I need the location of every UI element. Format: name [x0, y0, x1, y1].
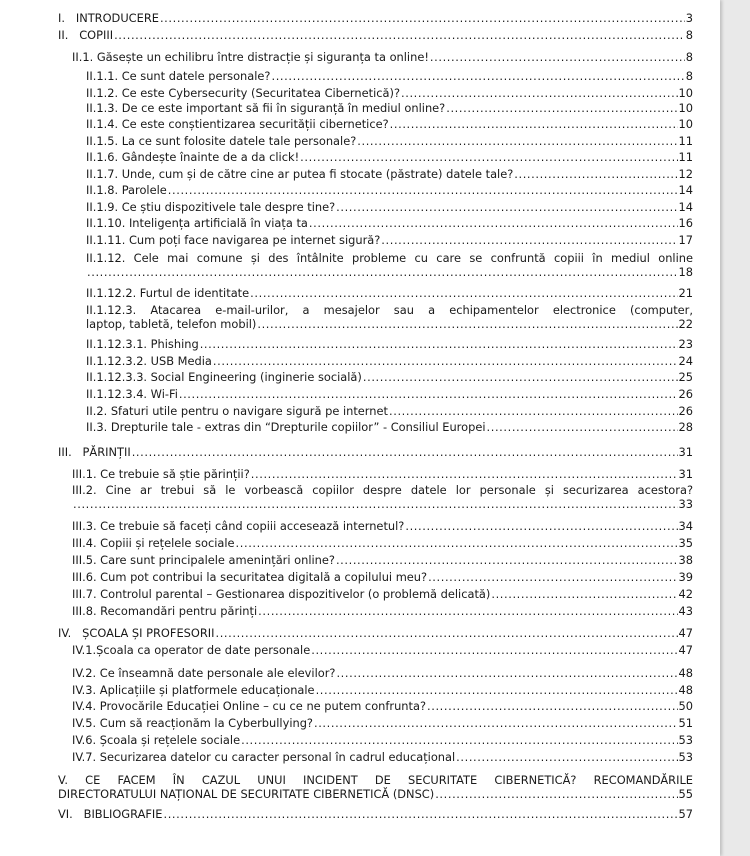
toc-entry-page-number: 18 — [678, 265, 693, 279]
dot-leader — [215, 626, 677, 640]
dot-leader — [309, 216, 678, 230]
toc-entry[interactable] — [86, 303, 693, 331]
toc-entry[interactable] — [58, 445, 693, 459]
toc-entry-page-number: 23 — [678, 337, 693, 351]
toc-entry-page-number: 11 — [678, 150, 693, 164]
dot-leader — [491, 587, 677, 601]
toc-entry-title: IV.1.Școala ca operator de date personale — [72, 643, 311, 657]
toc-entry-page-number: 24 — [678, 354, 693, 368]
dot-leader — [179, 387, 678, 401]
toc-entry-page-number: 50 — [678, 699, 693, 713]
toc-entry[interactable] — [86, 216, 693, 230]
toc-entry-page-number: 26 — [678, 404, 693, 418]
toc-entry-line — [86, 387, 693, 401]
toc-entry-page-number: 28 — [678, 420, 693, 434]
toc-entry-page-number: 14 — [678, 183, 693, 197]
toc-entry-title: III.4. Copiii și rețelele sociale — [72, 536, 235, 550]
toc-entry-page-number: 57 — [678, 807, 693, 821]
toc-entry[interactable] — [58, 28, 693, 42]
toc-entry[interactable] — [72, 643, 693, 657]
dot-leader — [132, 445, 678, 459]
toc-entry-line — [58, 445, 693, 459]
dot-leader — [456, 750, 677, 764]
toc-entry-title: II.1.8. Parolele — [86, 183, 167, 197]
toc-entry-line — [86, 286, 693, 300]
toc-entry-title: II.1.6. Gândește înainte de a da click! — [86, 150, 300, 164]
toc-entry-page-number: 47 — [678, 626, 693, 640]
toc-entry[interactable] — [72, 733, 693, 747]
toc-entry[interactable] — [86, 404, 693, 418]
dot-leader — [405, 519, 677, 533]
dot-leader — [430, 50, 685, 64]
toc-entry-title: II.1.3. De ce este important să fii în siguranță în mediul online? — [86, 101, 446, 115]
dot-leader — [357, 134, 677, 148]
toc-entry-line — [86, 317, 693, 331]
toc-entry-page-number: 10 — [678, 117, 693, 131]
toc-entry-line — [58, 626, 693, 640]
toc-entry-title: IV.7. Securizarea datelor cu caracter personal în cadrul educațional — [72, 750, 456, 764]
dot-leader — [241, 733, 677, 747]
toc-entry-page-number: 48 — [678, 666, 693, 680]
toc-entry-title: II.1.2. Ce este Cybersecurity (Securitatea Cibernetică)? — [86, 86, 400, 100]
toc-entry-line — [86, 117, 693, 131]
toc-entry[interactable] — [72, 483, 693, 511]
dot-leader — [487, 420, 678, 434]
toc-entry-title: III.7. Controlul parental – Gestionarea dispozitivelor (o problemă delicată) — [72, 587, 491, 601]
toc-entry-title-continuation: laptop, tabletă, telefon mobil) — [86, 317, 257, 331]
toc-entry-line — [72, 467, 693, 481]
toc-entry[interactable] — [58, 807, 693, 821]
toc-entry-title: III.8. Recomandări pentru părinți — [72, 604, 258, 618]
toc-entry-line — [86, 150, 693, 164]
dot-leader — [389, 404, 678, 418]
toc-entry-title: II.1.4. Ce este conștientizarea securității cibernetice? — [86, 117, 389, 131]
toc-entry-page-number: 26 — [678, 387, 693, 401]
toc-entry-title: IV. ȘCOALA ȘI PROFESORII — [58, 626, 215, 640]
toc-entry-page-number: 17 — [678, 233, 693, 247]
toc-entry-line — [72, 553, 693, 567]
toc-entry-title: IV.3. Aplicațiile și platformele educaționale — [72, 683, 315, 697]
toc-entry-line — [72, 570, 693, 584]
dot-leader — [258, 604, 677, 618]
dot-leader — [251, 467, 678, 481]
toc-entry-line — [72, 666, 693, 680]
toc-entry-line — [86, 354, 693, 368]
toc-entry-page-number: 39 — [678, 570, 693, 584]
toc-entry-title: II.1.12.3. Atacarea e-mail-urilor, a mesajelor sau a echipamentelor electronice (computer, — [86, 303, 693, 317]
toc-entry-page-number: 22 — [678, 317, 693, 331]
toc-entry-line — [72, 643, 693, 657]
toc-entry-page-number: 53 — [678, 733, 693, 747]
toc-entry[interactable] — [72, 50, 693, 64]
dot-leader — [200, 337, 678, 351]
toc-entry-page-number: 33 — [678, 497, 693, 511]
toc-entry-title: II.1.12. Cele mai comune și des întâlnite probleme cu care se confruntă copiii în mediul online — [86, 251, 693, 265]
toc-entry[interactable] — [86, 337, 693, 351]
toc-entry-line — [72, 497, 693, 511]
toc-entry-page-number: 34 — [678, 519, 693, 533]
toc-entry-title: II.3. Drepturile tale - extras din “Drepturile copiilor” - Consiliul Europei — [86, 420, 486, 434]
toc-entry-title: II.1.12.2. Furtul de identitate — [86, 286, 250, 300]
toc-entry-title: II.1.12.3.2. USB Media — [86, 354, 212, 368]
toc-entry-line — [58, 807, 693, 821]
toc-entry-page-number: 48 — [678, 683, 693, 697]
toc-entry-title: IV.6. Școala și rețelele sociale — [72, 733, 241, 747]
dot-leader — [428, 570, 677, 584]
dot-leader — [390, 117, 678, 131]
dot-leader — [87, 265, 678, 279]
toc-entry[interactable] — [86, 150, 693, 164]
toc-entry[interactable] — [72, 683, 693, 697]
toc-entry-page-number: 53 — [678, 750, 693, 764]
toc-entry-page-number: 38 — [678, 553, 693, 567]
toc-entry-title: IV.2. Ce înseamnă date personale ale elevilor? — [72, 666, 336, 680]
dot-leader — [250, 286, 677, 300]
dot-leader — [160, 11, 685, 25]
toc-entry-line — [72, 750, 693, 764]
toc-entry-title: III.2. Cine ar trebui să le vorbească copiilor despre datele lor personale și securizarea acestora? — [72, 483, 693, 497]
toc-entry-page-number: 8 — [685, 28, 693, 42]
toc-entry[interactable] — [86, 183, 693, 197]
toc-entry-title: VI. BIBLIOGRAFIE — [58, 807, 163, 821]
toc-entry[interactable] — [86, 354, 693, 368]
dot-leader — [427, 699, 677, 713]
toc-entry[interactable] — [72, 570, 693, 584]
toc-entry-title: II.1.12.3.1. Phishing — [86, 337, 199, 351]
dot-leader — [514, 167, 677, 181]
toc-entry-line — [72, 536, 693, 550]
toc-entry[interactable] — [58, 626, 693, 640]
toc-entry-title: II.2. Sfaturi utile pentru o navigare sigură pe internet — [86, 404, 388, 418]
toc-entry-title: II.1.10. Inteligența artificială în viața ta — [86, 216, 308, 230]
toc-entry-page-number: 3 — [685, 11, 693, 25]
dot-leader — [363, 370, 678, 384]
toc-entry-page-number: 11 — [678, 134, 693, 148]
dot-leader — [446, 101, 677, 115]
dot-leader — [336, 553, 678, 567]
toc-entry-page-number: 47 — [678, 643, 693, 657]
toc-entry-line — [86, 86, 693, 100]
dot-leader — [435, 787, 677, 801]
toc-entry[interactable] — [86, 101, 693, 115]
toc-entry-page-number: 21 — [678, 286, 693, 300]
toc-entry-page-number: 42 — [678, 587, 693, 601]
toc-entry[interactable] — [72, 716, 693, 730]
toc-entry-page-number: 10 — [678, 86, 693, 100]
toc-entry-line — [72, 733, 693, 747]
toc-entry-line — [72, 604, 693, 618]
toc-entry-title: III.3. Ce trebuie să faceți când copiii accesează internetul? — [72, 519, 405, 533]
toc-entry-line — [86, 216, 693, 230]
dot-leader — [336, 666, 677, 680]
dot-leader — [401, 86, 678, 100]
toc-entry-line — [86, 404, 693, 418]
toc-entry-page-number: 12 — [678, 167, 693, 181]
toc-entry-page-number: 16 — [678, 216, 693, 230]
toc-entry-line — [72, 587, 693, 601]
toc-entry[interactable] — [72, 604, 693, 618]
toc-entry-title: II.1.5. La ce sunt folosite datele tale personale? — [86, 134, 357, 148]
toc-entry-page-number: 55 — [678, 787, 693, 801]
toc-entry-title: II.1.11. Cum poți face navigarea pe internet sigură? — [86, 233, 381, 247]
toc-entry-page-number: 35 — [678, 536, 693, 550]
toc-entry[interactable] — [58, 773, 693, 801]
toc-entry-line — [58, 28, 693, 42]
toc-entry-line — [86, 420, 693, 434]
toc-entry-line — [72, 699, 693, 713]
toc-entry-page-number: 8 — [685, 50, 693, 64]
dot-leader — [381, 233, 677, 247]
toc-entry[interactable] — [72, 699, 693, 713]
toc-entry-title: III.1. Ce trebuie să știe părinții? — [72, 467, 250, 481]
toc-entry[interactable] — [86, 233, 693, 247]
toc-entry-title: III. PĂRINȚII — [58, 445, 131, 459]
toc-entry-title: IV.4. Provocările Educației Online – cu ce ne putem confrunta? — [72, 699, 427, 713]
toc-entry[interactable] — [86, 117, 693, 131]
toc-entry-title: I. INTRODUCERE — [58, 11, 159, 25]
toc-entry-line — [86, 337, 693, 351]
toc-entry-line — [86, 101, 693, 115]
toc-entry-title: II.1.1. Ce sunt datele personale? — [86, 69, 271, 83]
toc-entry[interactable] — [72, 750, 693, 764]
toc-entry-page-number: 25 — [678, 370, 693, 384]
toc-entry[interactable] — [86, 370, 693, 384]
toc-entry-line — [86, 265, 693, 279]
toc-entry-title: IV.5. Cum să reacționăm la Cyberbullying? — [72, 716, 313, 730]
toc-entry-title: II.1.7. Unde, cum și de către cine ar putea fi stocate (păstrate) datele tale? — [86, 167, 514, 181]
toc-entry[interactable] — [86, 387, 693, 401]
toc-entry-title: II.1.9. Ce știu dispozitivele tale despre tine? — [86, 200, 336, 214]
toc-entry[interactable] — [86, 134, 693, 148]
toc-entry-line — [58, 11, 693, 25]
toc-entry-line — [86, 183, 693, 197]
toc-entry[interactable] — [72, 587, 693, 601]
toc-entry[interactable] — [72, 519, 693, 533]
dot-leader — [168, 183, 678, 197]
toc-entry[interactable] — [86, 420, 693, 434]
dot-leader — [114, 28, 685, 42]
toc-entry[interactable] — [86, 69, 693, 83]
toc-entry[interactable] — [72, 666, 693, 680]
dot-leader — [236, 536, 678, 550]
dot-leader — [316, 683, 678, 697]
dot-leader — [257, 317, 677, 331]
dot-leader — [314, 716, 678, 730]
toc-entry[interactable] — [86, 286, 693, 300]
toc-entry-title: III.6. Cum pot contribui la securitatea digitală a copilului meu? — [72, 570, 428, 584]
dot-leader — [311, 643, 677, 657]
toc-entry[interactable] — [86, 251, 693, 279]
toc-entry-page-number: 51 — [678, 716, 693, 730]
toc-entry-title: II.1. Găsește un echilibru între distracție și siguranța ta online! — [72, 50, 429, 64]
toc-entry-line — [86, 167, 693, 181]
toc-entry-line — [86, 69, 693, 83]
toc-entry-line — [72, 716, 693, 730]
toc-entry-line — [72, 519, 693, 533]
toc-entry[interactable] — [72, 536, 693, 550]
dot-leader — [163, 807, 677, 821]
toc-entry-page-number: 8 — [685, 69, 693, 83]
toc-entry-line — [72, 683, 693, 697]
toc-entry-title: V. CE FACEM ÎN CAZUL UNUI INCIDENT DE SECURITATE CIBERNETICĂ? RECOMANDĂRILE — [58, 773, 693, 787]
dot-leader — [213, 354, 678, 368]
dot-leader — [336, 200, 677, 214]
toc-entry-title: II.1.12.3.4. Wi-Fi — [86, 387, 178, 401]
toc-entry[interactable] — [72, 467, 693, 481]
toc-entry[interactable] — [72, 553, 693, 567]
toc-entry-line — [72, 50, 693, 64]
toc-entry-page-number: 10 — [678, 101, 693, 115]
toc-entry-line — [86, 370, 693, 384]
toc-entry[interactable] — [86, 200, 693, 214]
toc-entry-line — [58, 787, 693, 801]
toc-entry-page-number: 14 — [678, 200, 693, 214]
toc-entry-title-continuation: DIRECTORATULUI NAȚIONAL DE SECURITATE CIBERNETICĂ (DNSC) — [58, 787, 435, 801]
toc-entry-line — [86, 134, 693, 148]
toc-entry-title: III.5. Care sunt principalele amenințări online? — [72, 553, 335, 567]
toc-entry-title: II. COPIII — [58, 28, 114, 42]
dot-leader — [73, 497, 678, 511]
toc-entry-line — [86, 200, 693, 214]
toc-entry[interactable] — [58, 11, 693, 25]
dot-leader — [271, 69, 684, 83]
toc-entry[interactable] — [86, 167, 693, 181]
toc-entry-page-number: 31 — [678, 467, 693, 481]
toc-entry-title: II.1.12.3.3. Social Engineering (inginerie socială) — [86, 370, 362, 384]
toc-entry-page-number: 43 — [678, 604, 693, 618]
toc-entry[interactable] — [86, 86, 693, 100]
dot-leader — [300, 150, 677, 164]
toc-entry-page-number: 31 — [678, 445, 693, 459]
toc-entry-line — [86, 233, 693, 247]
